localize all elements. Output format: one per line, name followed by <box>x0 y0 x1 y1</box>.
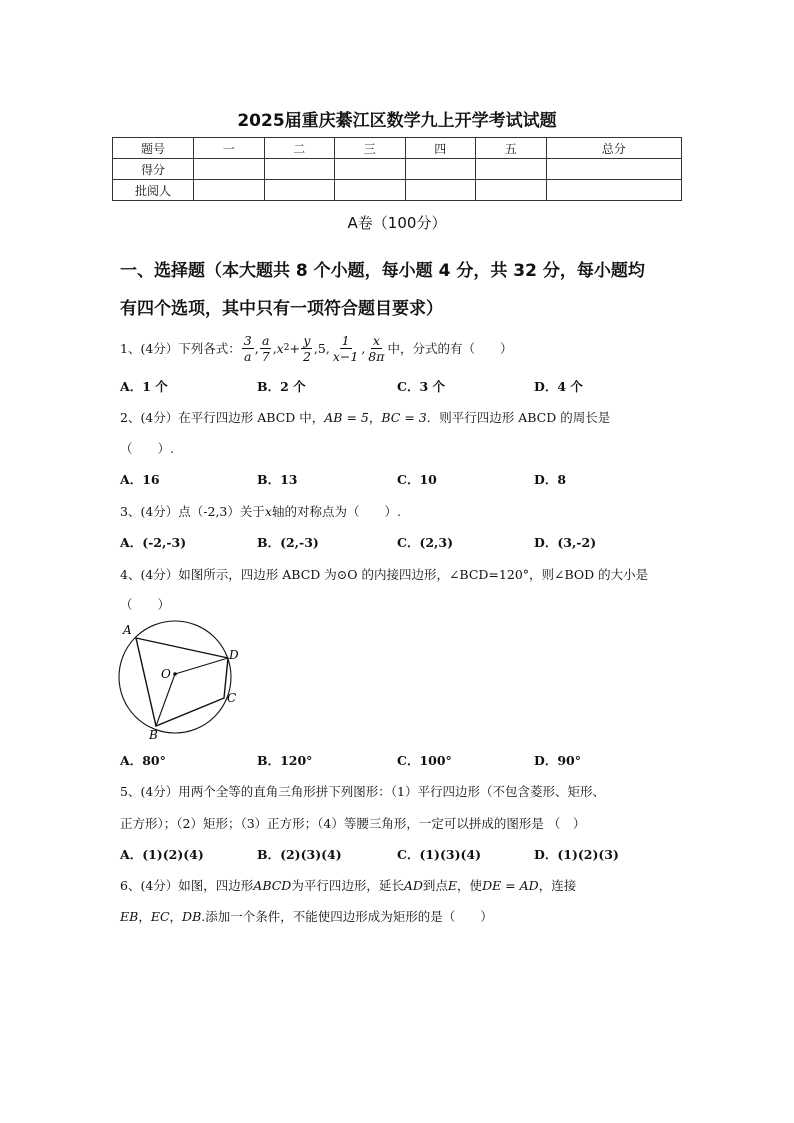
score-cell <box>335 180 406 201</box>
fraction: $\frac{1}{x-1}$ <box>332 332 359 364</box>
row-label: 得分 <box>113 159 194 180</box>
circle-quadrilateral-figure <box>112 618 252 743</box>
section-heading-line2: 有四个选项，其中只有一项符合题目要求） <box>120 299 443 319</box>
option-d[interactable]: D．8 <box>534 472 567 487</box>
segment-od <box>175 658 228 674</box>
score-cell <box>476 159 547 180</box>
option-d[interactable]: D．(3,-2) <box>534 535 597 550</box>
option-d[interactable]: D．90° <box>534 753 581 768</box>
score-cell <box>264 159 335 180</box>
option-c[interactable]: C．100° <box>397 753 452 768</box>
label-c: C <box>227 691 237 705</box>
option-c[interactable]: C．(1)(3)(4) <box>397 847 482 862</box>
label-d: D <box>229 648 239 662</box>
option-c[interactable]: C．(2,3) <box>397 535 454 550</box>
score-table-row <box>113 180 682 201</box>
score-cell <box>405 180 476 201</box>
header-cell: 一 <box>194 138 265 159</box>
header-cell: 四 <box>405 138 476 159</box>
option-d[interactable]: D．4 个 <box>534 379 583 394</box>
option-b[interactable]: B．13 <box>257 472 298 487</box>
question-1: 1、(4分）下列各式： $\frac{3}{a}$ , $\frac{a}{7}$ , x 2 + $\frac{y}{2}$ , 5 , $\frac{1}{x-1}$ , $\frac{x}{8\pi}$ 中，分式的有（ ） <box>120 332 513 364</box>
score-cell <box>546 159 682 180</box>
question-4-line2: （ ） <box>120 597 171 612</box>
header-cell: 总分 <box>546 138 682 159</box>
score-cell <box>264 180 335 201</box>
question-6-line2: EB，EC，DB.添加一个条件，不能使四边形成为矩形的是（ ） <box>120 909 493 924</box>
option-a[interactable]: A．(1)(2)(4) <box>120 847 204 862</box>
segment-ob <box>156 674 175 726</box>
score-table-row <box>113 159 682 180</box>
question-6: 6、(4分）如图，四边形ABCD为平行四边形，延长AD到点E，使DE = AD，连接 <box>120 878 577 893</box>
option-b[interactable]: B．120° <box>257 753 313 768</box>
center-point <box>173 672 177 676</box>
option-b[interactable]: B．(2,-3) <box>257 535 319 550</box>
question-2: 2、(4分）在平行四边形 ABCD 中，AB = 5，BC = 3．则平行四边形 ABCD 的周长是 <box>120 410 611 425</box>
option-a[interactable]: A．16 <box>120 472 160 487</box>
score-cell <box>335 159 406 180</box>
question-4: 4、(4分）如图所示，四边形 ABCD 为⊙O 的内接四边形，∠BCD=120°，则∠BOD 的大小是 <box>120 567 649 582</box>
label-b: B <box>149 728 158 742</box>
volume-heading: A卷（100分） <box>347 214 447 232</box>
quadrilateral-abcd <box>136 638 228 726</box>
option-b[interactable]: B．(2)(3)(4) <box>257 847 342 862</box>
score-cell <box>194 159 265 180</box>
exam-title: 2025届重庆綦江区数学九上开学考试试题 <box>237 111 557 131</box>
option-c[interactable]: C．3 个 <box>397 379 445 394</box>
option-a[interactable]: A．(-2,-3) <box>120 535 187 550</box>
option-b[interactable]: B．2 个 <box>257 379 306 394</box>
fraction: $\frac{a}{7}$ <box>261 332 270 364</box>
score-cell <box>194 180 265 201</box>
score-cell <box>476 180 547 201</box>
question-2-line2: （ ）. <box>120 441 174 456</box>
option-d[interactable]: D．(1)(2)(3) <box>534 847 619 862</box>
option-c[interactable]: C．10 <box>397 472 437 487</box>
option-a[interactable]: A．1 个 <box>120 379 168 394</box>
row-label: 批阅人 <box>113 180 194 201</box>
header-cell: 二 <box>264 138 335 159</box>
score-cell <box>546 180 682 201</box>
q1-lead: 1、(4分）下列各式： <box>120 341 241 356</box>
score-cell <box>405 159 476 180</box>
header-cell: 三 <box>335 138 406 159</box>
section-heading-line1: 一、选择题（本大题共 8 个小题，每小题 4 分，共 32 分，每小题均 <box>120 261 645 281</box>
question-5: 5、(4分）用两个全等的直角三角形拼下列图形：（1）平行四边形（不包含菱形、矩形、 <box>120 784 605 799</box>
fraction: $\frac{3}{a}$ <box>243 332 252 364</box>
score-table-header-row <box>113 138 682 159</box>
fraction: $\frac{x}{8\pi}$ <box>368 332 385 364</box>
fraction: $\frac{y}{2}$ <box>302 332 311 364</box>
header-cell: 题号 <box>113 138 194 159</box>
question-5-line2: 正方形）；（2）矩形；（3）正方形；（4）等腰三角形，一定可以拼成的图形是 （ ） <box>120 816 586 831</box>
label-o: O <box>161 667 171 681</box>
score-table <box>112 137 682 201</box>
option-a[interactable]: A．80° <box>120 753 166 768</box>
label-a: A <box>123 623 132 637</box>
header-cell: 五 <box>476 138 547 159</box>
question-3: 3、(4分）点（-2,3）关于x轴的对称点为（ ）. <box>120 504 401 519</box>
